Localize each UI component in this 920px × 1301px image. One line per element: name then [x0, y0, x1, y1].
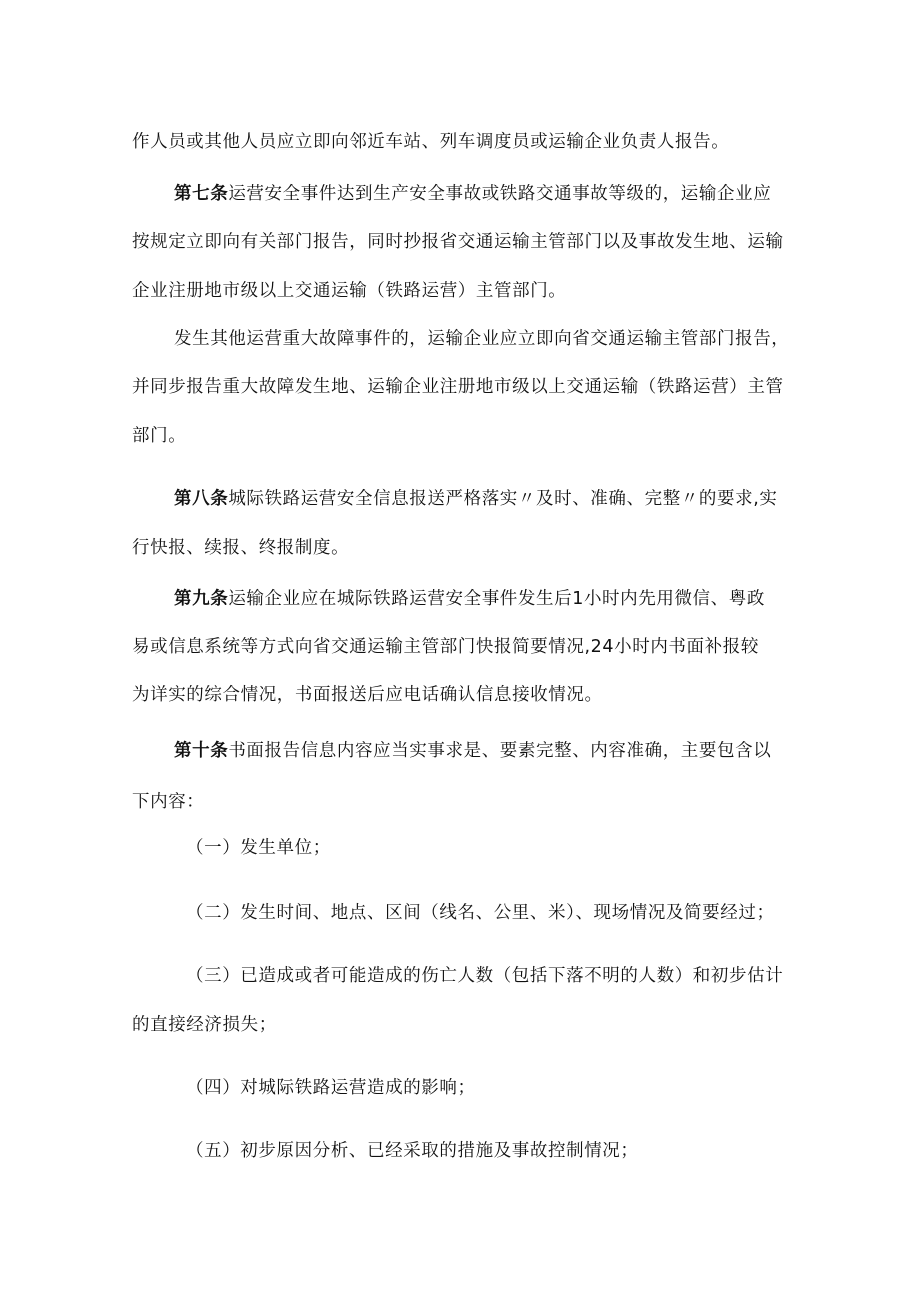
article-8-line: 第八条城际铁路运营安全信息报送严格落实〃及时、准确、完整〃的要求,实	[174, 489, 778, 509]
list-item: （二）发生时间、地点、区间（线名、公里、米）、现场情况及简要经过；	[186, 903, 775, 923]
paragraph-line: 为详实的综合情况，书面报送后应电话确认信息接收情况。	[132, 685, 603, 705]
paragraph-line: 按规定立即向有关部门报告，同时抄报省交通运输主管部门以及事故发生地、运输	[132, 232, 784, 252]
article-10-line: 第十条书面报告信息内容应当实事求是、要素完整、内容准确，主要包含以	[174, 741, 772, 761]
paragraph-line: 的直接经济损失；	[132, 1015, 277, 1035]
list-item: （四）对城际铁路运营造成的影响；	[186, 1078, 476, 1098]
paragraph-line: 行快报、续报、终报制度。	[132, 538, 350, 558]
paragraph-line: 发生其他运营重大故障事件的，运输企业应立即向省交通运输主管部门报告，	[174, 329, 790, 349]
article-8-label: 第八条	[174, 489, 229, 509]
list-item: （五）初步原因分析、已经采取的措施及事故控制情况；	[186, 1141, 639, 1161]
article-7-label: 第七条	[174, 184, 229, 204]
article-9-line: 第九条运输企业应在城际铁路运营安全事件发生后1小时内先用微信、粤政	[174, 589, 765, 609]
paragraph-line: 并同步报告重大故障发生地、运输企业注册地市级以上交通运输（铁路运营）主管	[132, 377, 784, 397]
list-item: （三）已造成或者可能造成的伤亡人数（包括下落不明的人数）和初步估计	[186, 966, 784, 986]
paragraph-line: 易或信息系统等方式向省交通运输主管部门快报简要情况,24小时内书面补报较	[132, 637, 759, 657]
paragraph-line: 作人员或其他人员应立即向邻近车站、列车调度员或运输企业负责人报告。	[132, 132, 730, 152]
article-7-line: 第七条运营安全事件达到生产安全事故或铁路交通事故等级的，运输企业应	[174, 184, 772, 204]
article-10-label: 第十条	[174, 741, 229, 761]
paragraph-line: 下内容：	[132, 792, 205, 812]
list-item: （一）发生单位；	[186, 838, 331, 858]
paragraph-line: 企业注册地市级以上交通运输（铁路运营）主管部门。	[132, 281, 567, 301]
paragraph-line: 部门。	[132, 426, 187, 446]
article-9-label: 第九条	[174, 589, 229, 609]
